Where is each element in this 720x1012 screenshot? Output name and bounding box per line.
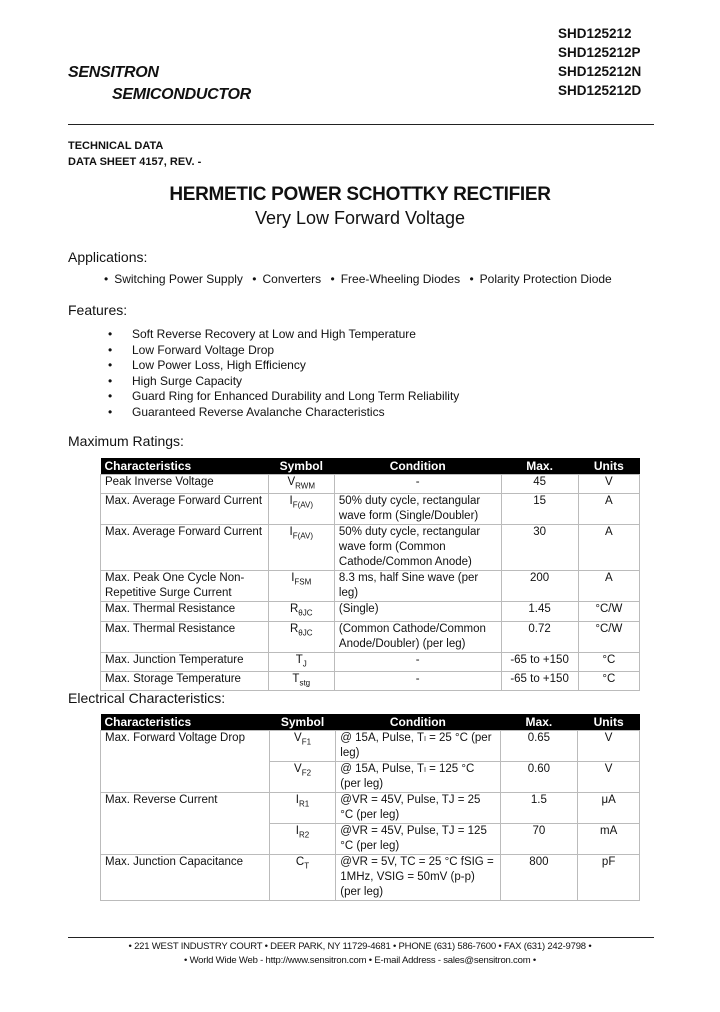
condition-cell: 8.3 ms, half Sine wave (per leg) xyxy=(334,571,501,602)
unit-cell: V xyxy=(578,475,639,494)
electrical-characteristics-table xyxy=(100,714,640,901)
symbol-main: I xyxy=(295,794,299,806)
maximum-ratings-table xyxy=(100,458,640,691)
column-header: Symbol xyxy=(269,714,336,731)
table-row xyxy=(101,475,640,494)
application-item: Switching Power Supply xyxy=(114,272,243,286)
symbol-subscript: θJC xyxy=(298,627,313,637)
table-row xyxy=(101,731,640,762)
electrical-characteristics-heading: Electrical Characteristics: xyxy=(68,690,226,706)
characteristic-cell: Max. Average Forward Current xyxy=(101,494,269,525)
column-header: Characteristics xyxy=(101,714,270,731)
max-value-cell: -65 to +150 xyxy=(501,652,578,671)
feature-item: • Soft Reverse Recovery at Low and High Temperature xyxy=(108,327,459,343)
symbol-subscript: θJC xyxy=(298,608,313,618)
unit-cell: °C/W xyxy=(578,621,639,652)
feature-item: • Guard Ring for Enhanced Durability and Long Term Reliability xyxy=(108,389,459,405)
table-row xyxy=(101,855,640,901)
unit-cell: mA xyxy=(578,824,640,855)
symbol-main: I xyxy=(289,526,293,539)
condition-cell: @VR = 5V, TC = 25 °C fSIG = 1MHz, VSIG = 50mV (p-p) (per leg) xyxy=(336,855,500,901)
max-value-cell: 200 xyxy=(501,571,578,602)
characteristic-cell: Max. Storage Temperature xyxy=(101,671,269,690)
symbol-cell xyxy=(268,525,334,571)
condition-cell: (Common Cathode/Common Anode/Doubler) (per leg) xyxy=(334,621,501,652)
symbol-main: R xyxy=(289,622,299,635)
symbol-subscript: F2 xyxy=(301,768,312,778)
symbol-cell xyxy=(268,571,334,602)
symbol-main: T xyxy=(295,653,303,666)
symbol-subscript: R2 xyxy=(299,830,310,840)
characteristic-cell: Max. Thermal Resistance xyxy=(101,602,269,621)
characteristic-cell: Max. Average Forward Current xyxy=(101,525,269,571)
footer-contact: • World Wide Web - http://www.sensitron.com • E-mail Address - sales@sensitron.com • xyxy=(184,955,536,966)
characteristic-cell: Max. Peak One Cycle Non-Repetitive Surge Current xyxy=(101,571,269,602)
part-number: SHD125212 xyxy=(558,26,632,41)
symbol-main: R xyxy=(289,603,299,616)
symbol-subscript: stg xyxy=(299,678,311,688)
symbol-main: V xyxy=(294,732,302,744)
condition-cell: @VR = 45V, Pulse, TJ = 25 °C (per leg) xyxy=(336,793,500,824)
unit-cell: °C xyxy=(578,671,639,690)
column-header: Units xyxy=(578,458,639,475)
symbol-subscript: T xyxy=(304,861,310,871)
page-title: HERMETIC POWER SCHOTTKY RECTIFIER xyxy=(169,184,551,205)
max-value-cell: 45 xyxy=(501,475,578,494)
characteristic-cell: Max. Junction Capacitance xyxy=(101,855,270,901)
column-header: Max. xyxy=(501,458,578,475)
characteristic-cell: Max. Thermal Resistance xyxy=(101,621,269,652)
datasheet-revision: DATA SHEET 4157, REV. - xyxy=(68,156,202,168)
features-list xyxy=(108,327,459,420)
applications-heading: Applications: xyxy=(68,249,148,265)
application-item: Free-Wheeling Diodes xyxy=(340,272,461,286)
table-row xyxy=(101,571,640,602)
max-value-cell: 800 xyxy=(500,855,578,901)
symbol-cell xyxy=(268,652,334,671)
application-item: Polarity Protection Diode xyxy=(479,272,612,286)
tech-data-label: TECHNICAL DATA xyxy=(68,140,164,152)
feature-item: • High Surge Capacity xyxy=(108,374,459,390)
symbol-cell xyxy=(269,731,336,762)
table-header-row xyxy=(101,714,640,731)
symbol-subscript: R1 xyxy=(299,799,310,809)
application-item: Converters xyxy=(262,272,322,286)
symbol-subscript: F(AV) xyxy=(292,531,314,541)
company-name-line2: SEMICONDUCTOR xyxy=(112,86,251,103)
symbol-main: V xyxy=(287,476,296,488)
part-number-list xyxy=(558,24,641,100)
symbol-main: I xyxy=(291,572,295,585)
table-row xyxy=(101,494,640,525)
condition-cell: @ 15A, Pulse, Tₗ = 125 °C (per leg) xyxy=(336,762,500,793)
symbol-cell xyxy=(268,475,334,494)
features-heading: Features: xyxy=(68,302,128,318)
unit-cell: °C/W xyxy=(578,602,639,621)
feature-item: • Low Forward Voltage Drop xyxy=(108,343,459,359)
max-value-cell: 30 xyxy=(501,525,578,571)
symbol-main: T xyxy=(292,672,300,685)
company-name-line1: SENSITRON xyxy=(68,64,159,81)
table-row xyxy=(101,652,640,671)
symbol-cell xyxy=(269,793,336,824)
table-row xyxy=(101,525,640,571)
condition-cell: - xyxy=(334,475,501,494)
max-value-cell: 1.45 xyxy=(501,602,578,621)
page-subtitle: Very Low Forward Voltage xyxy=(254,208,466,228)
footer-divider xyxy=(68,937,654,938)
symbol-cell xyxy=(268,494,334,525)
symbol-main: I xyxy=(289,495,293,508)
symbol-subscript: F1 xyxy=(301,737,312,747)
unit-cell: V xyxy=(578,731,640,762)
footer-address: • 221 WEST INDUSTRY COURT • DEER PARK, NY 11729-4681 • PHONE (631) 586-7600 • FAX (631) 242-9798 • xyxy=(128,941,592,952)
unit-cell: A xyxy=(578,494,639,525)
unit-cell: °C xyxy=(578,652,639,671)
feature-item: • Low Power Loss, High Efficiency xyxy=(108,358,459,374)
applications-list: • Switching Power Supply • Converters • Free-Wheeling Diodes • Polarity Protection Diode xyxy=(104,272,612,286)
condition-cell: (Single) xyxy=(334,602,501,621)
technical-data-block xyxy=(68,138,201,170)
characteristic-cell: Max. Reverse Current xyxy=(101,793,270,855)
table-row xyxy=(101,602,640,621)
column-header: Condition xyxy=(336,714,500,731)
symbol-subscript: RWM xyxy=(295,481,316,491)
unit-cell: μA xyxy=(578,793,640,824)
unit-cell: V xyxy=(578,762,640,793)
max-value-cell: 70 xyxy=(500,824,578,855)
header-divider xyxy=(68,124,654,125)
table-header-row xyxy=(101,458,640,475)
characteristic-cell: Max. Forward Voltage Drop xyxy=(101,731,270,793)
symbol-cell xyxy=(268,671,334,690)
part-number: SHD125212N xyxy=(558,64,642,79)
column-header: Condition xyxy=(334,458,501,475)
condition-cell: @VR = 45V, Pulse, TJ = 125 °C (per leg) xyxy=(336,824,500,855)
column-header: Symbol xyxy=(268,458,334,475)
symbol-cell xyxy=(269,824,336,855)
symbol-main: C xyxy=(295,856,305,868)
symbol-cell xyxy=(269,762,336,793)
condition-cell: @ 15A, Pulse, Tₗ = 25 °C (per leg) xyxy=(336,731,500,762)
characteristic-cell: Max. Junction Temperature xyxy=(101,652,269,671)
condition-cell: 50% duty cycle, rectangular wave form (Common Cathode/Common Anode) xyxy=(334,525,501,571)
condition-cell: 50% duty cycle, rectangular wave form (Single/Doubler) xyxy=(334,494,501,525)
max-value-cell: -65 to +150 xyxy=(501,671,578,690)
unit-cell: A xyxy=(578,571,639,602)
max-value-cell: 1.5 xyxy=(500,793,578,824)
table-row xyxy=(101,671,640,690)
symbol-cell xyxy=(268,602,334,621)
symbol-cell xyxy=(269,855,336,901)
symbol-subscript: FSM xyxy=(294,577,312,587)
feature-item: • Guaranteed Reverse Avalanche Characteristics xyxy=(108,405,459,421)
condition-cell: - xyxy=(334,671,501,690)
table-row xyxy=(101,793,640,824)
max-value-cell: 0.72 xyxy=(501,621,578,652)
unit-cell: A xyxy=(578,525,639,571)
max-value-cell: 15 xyxy=(501,494,578,525)
symbol-cell xyxy=(268,621,334,652)
symbol-subscript: F(AV) xyxy=(292,500,314,510)
part-number: SHD125212D xyxy=(558,83,642,98)
characteristic-cell: Peak Inverse Voltage xyxy=(101,475,269,494)
max-value-cell: 0.60 xyxy=(500,762,578,793)
max-value-cell: 0.65 xyxy=(500,731,578,762)
symbol-main: V xyxy=(294,763,302,775)
column-header: Characteristics xyxy=(101,458,269,475)
maximum-ratings-heading: Maximum Ratings: xyxy=(68,433,184,449)
unit-cell: pF xyxy=(578,855,640,901)
symbol-subscript: J xyxy=(302,658,307,668)
condition-cell: - xyxy=(334,652,501,671)
part-number: SHD125212P xyxy=(558,45,641,60)
table-row xyxy=(101,621,640,652)
column-header: Units xyxy=(578,714,640,731)
column-header: Max. xyxy=(500,714,578,731)
symbol-main: I xyxy=(295,825,299,837)
